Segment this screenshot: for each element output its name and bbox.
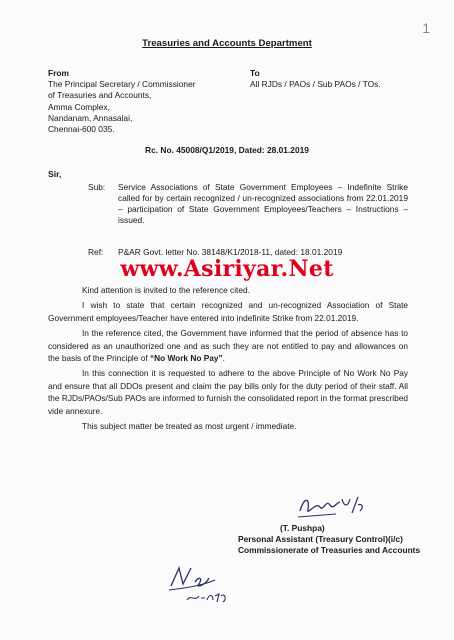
to-line: All RJDs / PAOs / Sub PAOs / TOs.	[250, 79, 381, 90]
reference-number: Rc. No. 45008/Q1/2019, Dated: 28.01.2019	[145, 145, 309, 155]
body-paragraph	[48, 327, 408, 364]
body-paragraph: This subject matter be treated as most urgent / immediate.	[82, 421, 297, 432]
no-work-no-pay: “No Work No Pay”	[149, 353, 223, 364]
body-text: In the reference cited, the Government have informed that the period of absence has to considered as an unauthorized one and as such they are not entitled to pay and allowances on the basis of the Principle of	[48, 328, 408, 364]
body-paragraph: In this connection it is requested to adhere to the above Principle of No Work No Pay and ensure that all DDOs present and claim the pay bills only for the duty period of their staff. All the RJDs/PAOs/Sub PAOs are informed to furnish the consolidated report in the format prescribed vide annexure.	[48, 368, 408, 416]
subject-label: Sub:	[88, 182, 106, 192]
from-block	[48, 68, 196, 135]
body-text: .	[222, 353, 225, 364]
from-line: Nandanam, Annasalai,	[48, 112, 133, 123]
from-line: Chennai-600 035.	[48, 124, 115, 135]
ref-label: Ref:	[88, 247, 104, 257]
letter-body	[48, 284, 408, 435]
designation-line: Commissionerate of Treasuries and Accounts	[238, 544, 421, 555]
signatory-designation	[238, 534, 438, 555]
department-title: Treasuries and Accounts Department	[142, 38, 312, 49]
designation-line: Personal Assistant (Treasury Control)(i/c)	[238, 534, 403, 544]
to-label: To	[250, 68, 260, 78]
watermark: www.Asiriyar.Net	[120, 256, 334, 282]
from-line: of Treasuries and Accounts,	[48, 90, 152, 101]
from-line: The Principal Secretary / Commissioner	[48, 79, 196, 90]
signatory-name: (T. Pushpa)	[280, 523, 325, 533]
subject-text: Service Associations of State Government Employees – Indefinite Strike called for by certain recognized / un-recognized associations from 22.01.2019 – participation of State Government Employees/Teachers – Instructions – issued.	[118, 182, 408, 225]
handwritten-signature	[296, 493, 366, 523]
to-block	[250, 68, 381, 90]
ref-text: P&AR Govt. letter No. 38148/K1/2018-11, dated: 18.01.2019	[118, 247, 343, 257]
body-paragraph: I wish to state that certain recognized and un-recognized Association of State Government employees/Teacher have entered into indefinite Strike from 22.01.2019.	[48, 300, 408, 323]
from-line: Amma Complex,	[48, 101, 110, 112]
page-number: 1	[422, 20, 430, 36]
salutation: Sir,	[48, 169, 62, 179]
from-label: From	[48, 68, 69, 78]
handwritten-initials	[165, 558, 235, 608]
body-paragraph: Kind attention is invited to the reference cited.	[82, 285, 250, 295]
